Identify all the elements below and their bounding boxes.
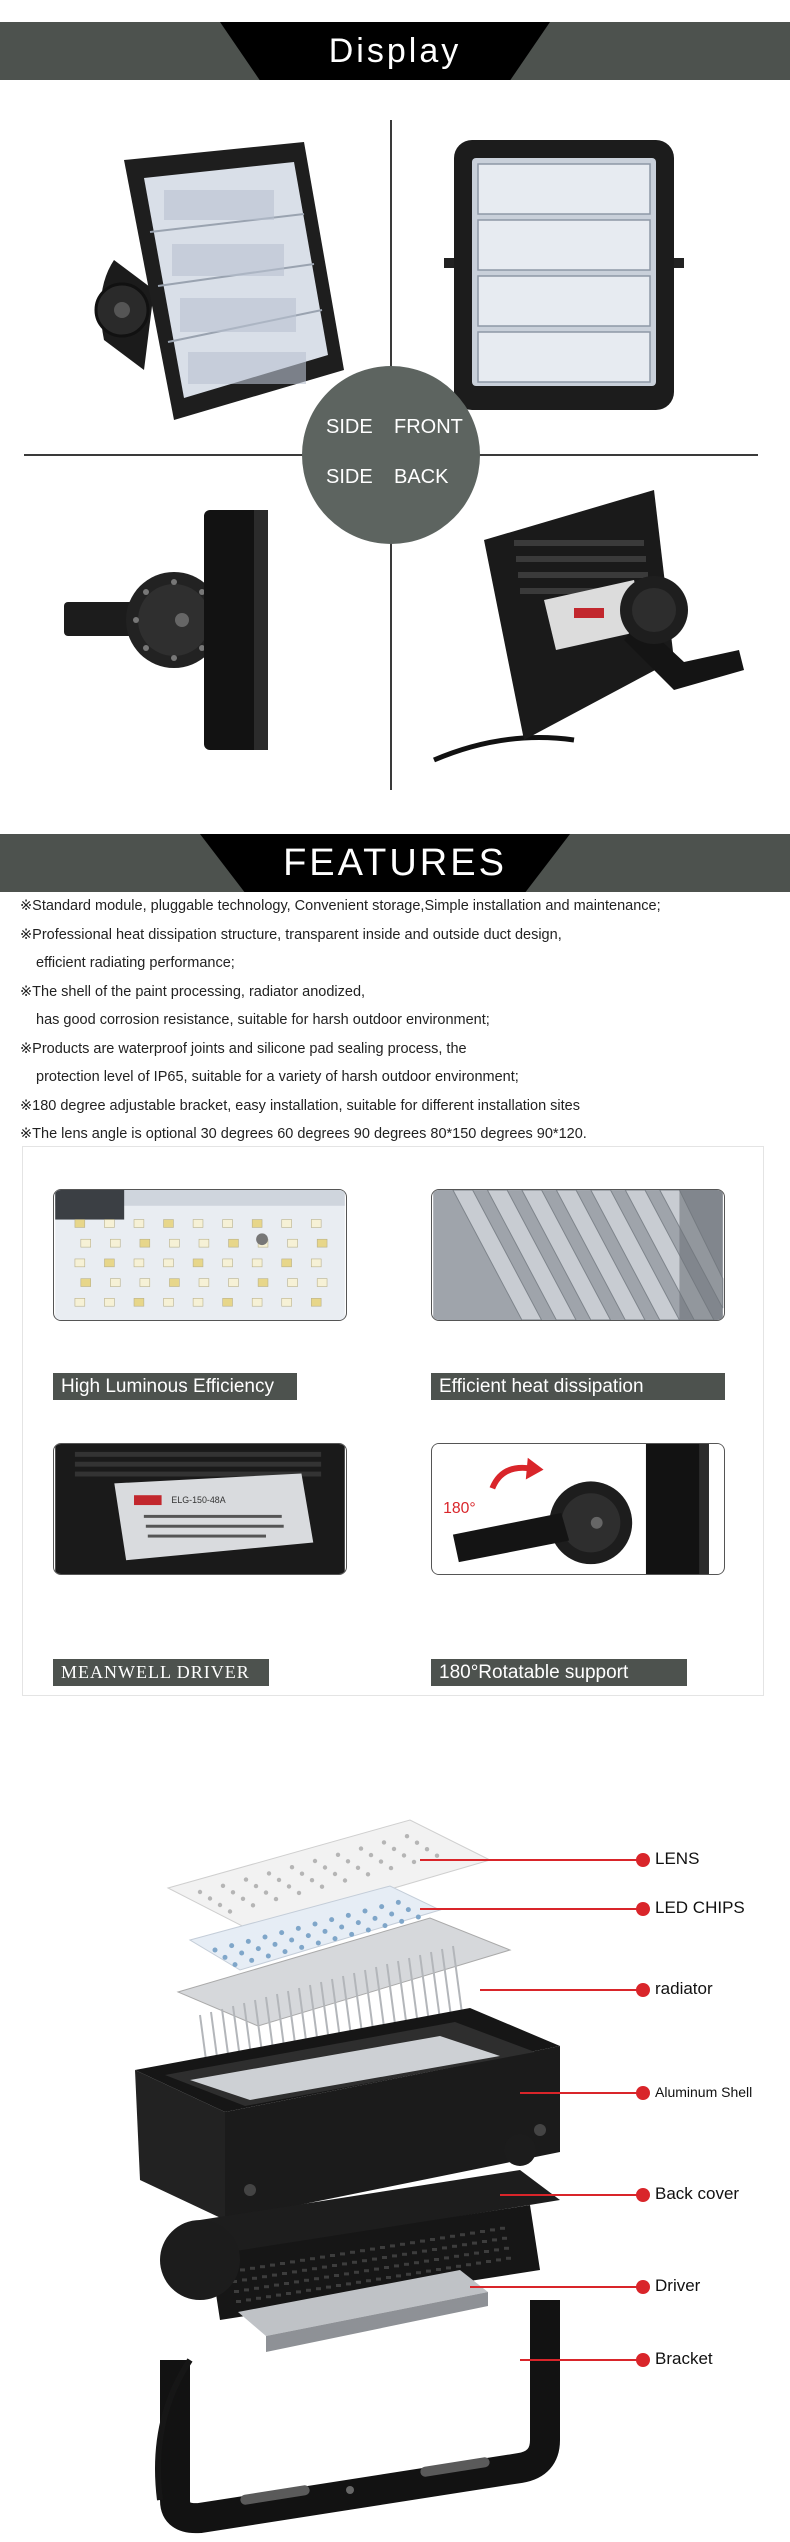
rotate-angle-text: 180°	[443, 1499, 476, 1517]
callout-dot-lens	[636, 1853, 650, 1867]
feature-line: ※Professional heat dissipation structure, transparent inside and outside duct design,	[20, 926, 562, 943]
display-section-banner	[0, 22, 790, 80]
caption-heat: Efficient heat dissipation	[431, 1373, 725, 1400]
feature-line: ※The shell of the paint processing, radiator anodized,	[20, 983, 366, 1000]
label-back-cover: Back cover	[655, 2184, 740, 2203]
feature-line: ※Products are waterproof joints and silicone pad sealing process, the	[20, 1040, 467, 1057]
callout-line-aluminum-shell	[520, 2092, 640, 2094]
feature-line: ※The lens angle is optional 30 degrees 60 degrees 90 degrees 80*150 degrees 90*120.	[20, 1126, 587, 1142]
rotatable-support-photo	[431, 1443, 725, 1575]
lamp-front-image	[444, 140, 684, 420]
label-bracket: Bracket	[655, 2349, 713, 2368]
caption-rotate: 180°Rotatable support	[431, 1659, 687, 1686]
led-chips-photo	[53, 1189, 347, 1321]
label-lens: LENS	[655, 1849, 700, 1868]
feature-line: has good corrosion resistance, suitable for harsh outdoor environment;	[36, 1012, 490, 1028]
lamp-back-image	[424, 490, 764, 780]
led-chips-illustration	[54, 1190, 346, 1320]
label-led-chips: LED CHIPS	[655, 1898, 745, 1917]
caption-luminous: High Luminous Efficiency	[53, 1373, 297, 1400]
callout-dot-radiator	[636, 1983, 650, 1997]
features-list	[20, 892, 790, 1149]
callout-line-bracket	[520, 2359, 640, 2361]
caption-driver: MEANWELL DRIVER	[53, 1659, 269, 1686]
callout-dot-aluminum-shell	[636, 2086, 650, 2100]
callout-line-radiator	[480, 1989, 642, 1991]
display-section-title: Display	[328, 32, 462, 70]
callout-dot-led-chips	[636, 1902, 650, 1916]
exploded-view	[0, 1800, 790, 2542]
features-section-title: FEATURES	[283, 842, 507, 884]
label-back: BACK	[394, 466, 449, 488]
feature-line: ※Standard module, pluggable technology, Convenient storage,Simple installation and maintenance;	[20, 898, 661, 914]
feature-cards-frame	[22, 1146, 764, 1696]
heat-sink-photo	[431, 1189, 725, 1321]
label-aluminum-shell: Aluminum Shell	[655, 2084, 753, 2100]
callout-line-led-chips	[420, 1908, 642, 1910]
lamp-side-profile-image	[64, 500, 364, 760]
callout-line-lens	[420, 1859, 642, 1861]
rotatable-illustration	[432, 1444, 724, 1574]
view-label-disc	[302, 366, 480, 544]
features-section-banner	[0, 834, 790, 892]
callout-dot-bracket	[636, 2353, 650, 2367]
driver-illustration	[54, 1444, 346, 1574]
label-radiator: radiator	[655, 1979, 713, 1998]
feature-line: ※180 degree adjustable bracket, easy installation, suitable for different installation sites	[20, 1097, 580, 1114]
label-side-top: SIDE	[326, 416, 373, 438]
callout-line-back-cover	[500, 2194, 640, 2196]
heat-sink-illustration	[432, 1190, 724, 1320]
callout-dot-back-cover	[636, 2188, 650, 2202]
feature-line: protection level of IP65, suitable for a variety of harsh outdoor environment;	[36, 1069, 519, 1085]
feature-line: efficient radiating performance;	[36, 955, 235, 971]
meanwell-driver-photo	[53, 1443, 347, 1575]
label-side-bottom: SIDE	[326, 466, 373, 488]
callout-line-driver	[470, 2286, 640, 2288]
callout-dot-driver	[636, 2280, 650, 2294]
display-quadrant	[24, 120, 768, 800]
label-driver: Driver	[655, 2276, 701, 2295]
label-front: FRONT	[394, 416, 463, 438]
driver-model-text: ELG-150-48A	[171, 1495, 226, 1506]
